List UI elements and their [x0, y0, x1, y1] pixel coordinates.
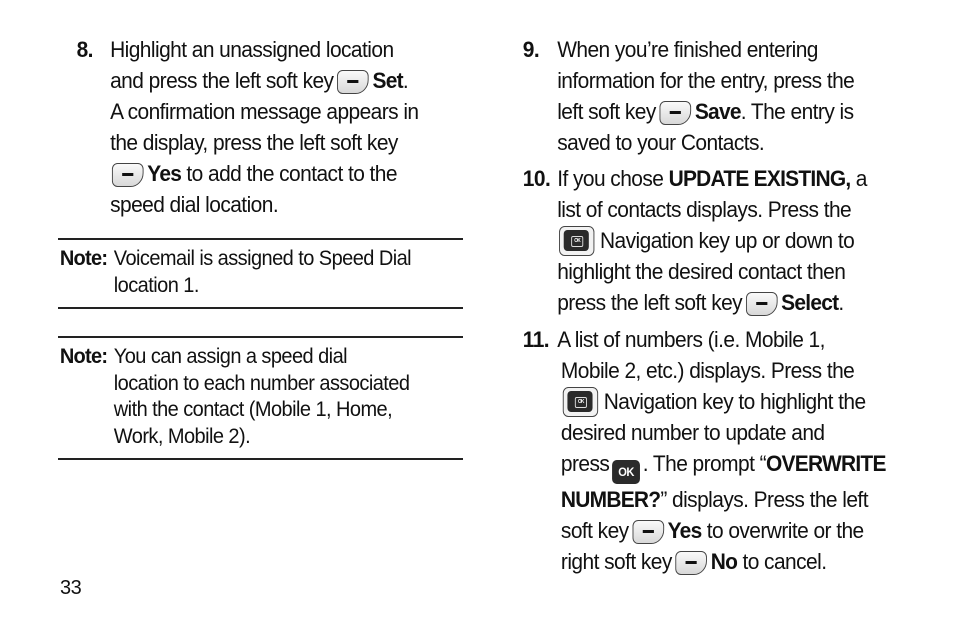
- text-line: the display, press the left soft key: [110, 130, 398, 155]
- text-line: Voicemail is assigned to Speed Dial: [113, 246, 412, 270]
- text-line: list of contacts displays. Press the: [557, 197, 852, 222]
- text-line: with the contact (Mobile 1, Home,: [113, 397, 393, 421]
- note-label: Note:: [59, 246, 108, 270]
- text-line: highlight the desired contact then: [557, 259, 846, 284]
- text-line: When you’re finished entering: [557, 37, 818, 62]
- text-line: and press the left soft key Set.: [110, 68, 409, 93]
- text-line: A confirmation message appears in: [110, 99, 419, 124]
- step-number: 10.: [522, 166, 551, 191]
- text-line: Work, Mobile 2).: [113, 423, 251, 448]
- step-number: 8.: [76, 37, 93, 62]
- text-line: press the left soft key Select.: [557, 290, 844, 315]
- navigation-key-icon: OK: [559, 226, 594, 256]
- soft-key-icon: [660, 101, 692, 125]
- text-line: location to each number associated: [113, 370, 410, 395]
- note-top-rule: [58, 336, 463, 338]
- text-line: information for the entry, press the: [557, 68, 855, 93]
- step-number: 11.: [522, 327, 550, 352]
- text-line: You can assign a speed dial: [113, 344, 348, 368]
- text-line: OK Navigation key to highlight the: [561, 386, 929, 417]
- step-number: 9.: [522, 37, 540, 62]
- text-line: saved to your Contacts.: [557, 130, 765, 155]
- navigation-key-icon: OK: [563, 387, 598, 417]
- text-line: Mobile 2, etc.) displays. Press the: [560, 358, 855, 383]
- note-bottom-rule: [58, 307, 463, 309]
- text-line: press OK . The prompt “OVERWRITE: [561, 448, 929, 484]
- text-line: desired number to update and: [560, 420, 825, 445]
- text-line: If you chose UPDATE EXISTING, a: [557, 166, 867, 191]
- text-line: soft key Yes to overwrite or the: [560, 518, 864, 543]
- page-number: 33: [60, 577, 82, 599]
- text-line: right soft key No to cancel.: [560, 549, 827, 574]
- text-line: NUMBER?” displays. Press the left: [560, 487, 868, 512]
- soft-key-icon: [746, 292, 778, 316]
- text-line: OK Navigation key up or down to: [557, 225, 929, 256]
- text-line: location 1.: [113, 272, 199, 297]
- text-line: left soft key Save. The entry is: [557, 99, 854, 124]
- note-top-rule: [58, 238, 463, 240]
- note-bottom-rule: [58, 458, 463, 460]
- text-line: speed dial location.: [110, 192, 279, 217]
- note-label: Note:: [59, 344, 108, 368]
- ok-key-icon: OK: [612, 460, 640, 484]
- text-line: A list of numbers (i.e. Mobile 1,: [557, 327, 825, 352]
- text-line: Yes to add the contact to the: [110, 158, 473, 189]
- text-line: Highlight an unassigned location: [110, 37, 394, 62]
- soft-key-icon: [112, 163, 144, 187]
- soft-key-icon: [675, 551, 707, 575]
- soft-key-icon: [632, 520, 664, 544]
- soft-key-icon: [337, 70, 369, 94]
